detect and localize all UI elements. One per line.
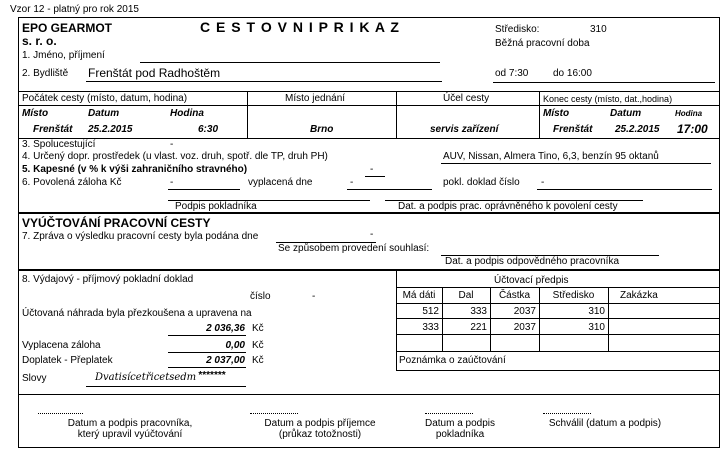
trip-place-header: Místo jednání [285, 93, 346, 104]
end-date[interactable]: 25.2.2015 [615, 124, 660, 135]
words-stars: ******* [198, 370, 226, 381]
doc-value[interactable]: - [541, 177, 545, 188]
advance-paid-value[interactable]: 0,00 [225, 340, 245, 351]
end-misto-label: Místo [543, 108, 570, 119]
kc-3: Kč [252, 355, 264, 366]
settlement-title: VYÚČTOVÁNÍ PRACOVNÍ CESTY [22, 216, 211, 230]
start-date[interactable]: 25.2.2015 [88, 124, 133, 135]
cislo-label: číslo [250, 291, 271, 302]
approver-signature-label: Dat. a podpis prac. oprávněného k povolení cesty [398, 201, 618, 212]
acc-r2-stredisko[interactable]: 310 [588, 322, 605, 333]
advance-value[interactable]: - [170, 177, 174, 188]
start-hodina-label: Hodina [170, 108, 204, 119]
meeting-place[interactable]: Brno [310, 124, 334, 135]
start-place[interactable]: Frenštát [33, 124, 73, 135]
acc-r1-castka[interactable]: 2037 [513, 306, 536, 317]
address-label: 2. Bydliště [22, 68, 69, 79]
acc-r1-dal[interactable]: 333 [470, 306, 487, 317]
sig2-line1: Datum a podpis příjemce [264, 418, 376, 429]
acc-header-dal: Dal [458, 290, 474, 301]
acc-r2-dal[interactable]: 221 [470, 322, 487, 333]
pocket-label: 5. Kapesné (v % k výši zahraničního stravného) [22, 164, 248, 175]
start-time[interactable]: 6:30 [198, 124, 219, 135]
balance-value[interactable]: 2 037,00 [206, 355, 245, 366]
pocket-value[interactable]: - [370, 164, 374, 175]
sig2-line2: (průkaz totožnosti) [278, 429, 362, 440]
doc-label: pokl. doklad číslo [443, 177, 520, 188]
start-datum-label: Datum [88, 108, 120, 119]
stredisko-label: Středisko: [495, 24, 540, 35]
companions-value[interactable]: - [170, 139, 174, 150]
acc-r1-madati[interactable]: 512 [422, 306, 439, 317]
time-to: do 16:00 [553, 68, 592, 79]
end-hodina-label: Hodina [675, 109, 703, 118]
paid-value[interactable]: - [350, 177, 354, 188]
address-value[interactable]: Frenštát pod Radhoštěm [88, 66, 221, 80]
acc-header-castka: Částka [498, 290, 531, 301]
acc-r2-madati[interactable]: 333 [422, 322, 439, 333]
accounting-title: Účtovací předpis [494, 275, 569, 286]
responsible-signature-label: Dat. a podpis odpovědného pracovníka [445, 256, 620, 267]
cashier-signature-label: Podpis pokladníka [175, 201, 257, 212]
adjusted-amount-label: Účtovaná náhrada byla přezkoušena a upravena na [22, 308, 252, 319]
kc-2: Kč [252, 340, 264, 351]
sig4-line1: Schválil (datum a podpis) [548, 418, 662, 429]
acc-r1-stredisko[interactable]: 310 [588, 306, 605, 317]
advance-label: 6. Povolená záloha Kč [22, 177, 122, 188]
acc-header-stredisko: Středisko [552, 290, 595, 301]
words-value[interactable]: Dvatisícetřicetsedm [95, 372, 197, 383]
sig1-line1: Datum a podpis pracovníka, [67, 418, 193, 429]
stredisko-value: 310 [590, 24, 607, 35]
company-name: EPO GEARMOT [22, 21, 113, 35]
accounting-note-label: Poznámka o zaúčtování [399, 355, 506, 366]
end-time[interactable]: 17:00 [677, 122, 708, 136]
trip-end-header: Konec cesty (místo, dat.,hodina) [543, 94, 673, 104]
trip-purpose[interactable]: servis zařízení [430, 124, 499, 135]
kc-1: Kč [252, 323, 264, 334]
company-legal: s. r. o. [22, 34, 57, 48]
acc-header-zakazka: Zakázka [620, 290, 658, 301]
vehicle-value[interactable]: AUV, Nissan, Almera Tino, 6,3, benzín 95 oktanů [443, 151, 659, 162]
trip-start-header: Počátek cesty (místo, datum, hodina) [22, 93, 188, 104]
time-from: od 7:30 [495, 68, 529, 79]
acc-header-madati: Má dáti [402, 290, 436, 301]
report-label: 7. Zpráva o výsledku pracovní cesty byla podána dne [22, 231, 259, 242]
words-label: Slovy [22, 373, 47, 384]
end-datum-label: Datum [610, 108, 642, 119]
cash-title: 8. Výdajový - příjmový pokladní doklad [22, 274, 194, 285]
companions-label: 3. Spolucestující [22, 139, 96, 150]
balance-label: Doplatek - Přeplatek [22, 355, 113, 366]
acc-r2-castka[interactable]: 2037 [513, 322, 536, 333]
adjusted-amount-value[interactable]: 2 036,36 [206, 323, 245, 334]
name-label: 1. Jméno, příjmení [22, 50, 105, 61]
paid-label: vyplacená dne [248, 177, 313, 188]
trip-purpose-header: Účel cesty [443, 93, 490, 104]
start-misto-label: Místo [22, 108, 49, 119]
report-value[interactable]: - [370, 229, 374, 240]
approved-label: Se způsobem provedení souhlasí: [278, 243, 430, 254]
sig1-line2: který upravil vyúčtování [77, 429, 183, 440]
sig3-line2: pokladníka [435, 429, 485, 440]
advance-paid-label: Vyplacena záloha [22, 340, 101, 351]
end-place[interactable]: Frenštát [553, 124, 593, 135]
work-hours-label: Běžná pracovní doba [495, 38, 590, 49]
form-title: C E S T O V N I P R I K A Z [200, 19, 400, 35]
form-version: Vzor 12 - platný pro rok 2015 [10, 4, 139, 15]
cislo-value[interactable]: - [312, 291, 316, 302]
sig3-line1: Datum a podpis [424, 418, 496, 429]
vehicle-label: 4. Určený dopr. prostředek (u vlast. voz. druh, spotř. dle TP, druh PH) [22, 151, 328, 162]
